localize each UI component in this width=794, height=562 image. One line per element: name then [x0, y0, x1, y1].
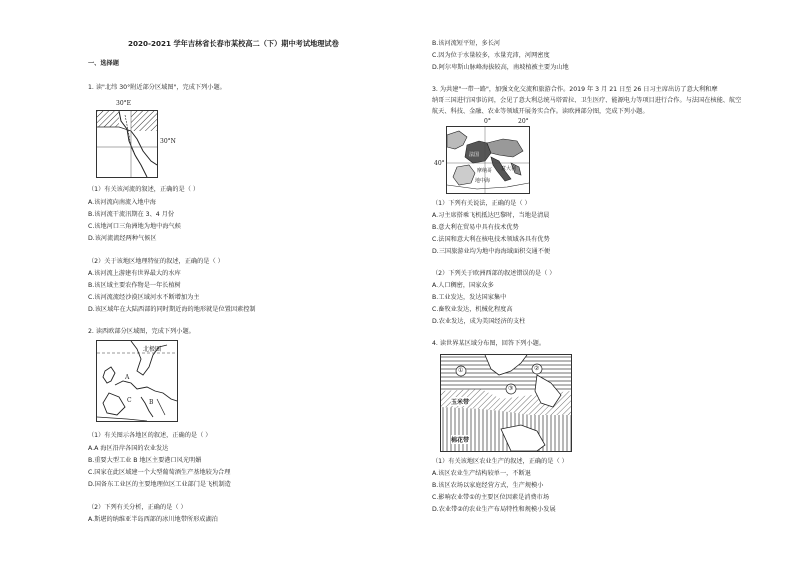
map2-figure	[96, 340, 178, 422]
q4-stem: 4. 读世界某区域分布图，回答下列小题。	[432, 340, 546, 347]
q1-sub2-option-c: C.该河流流经沙漠区域河水不断增加为主	[88, 294, 200, 301]
q3-sub1-option-b: B.意大利在贸易中具有技术优势	[432, 224, 519, 231]
q1-sub1-option-b: B.该河流干流汛期在 3、4 月份	[88, 211, 175, 218]
map4-label-cotton-belt: 棉花带	[451, 437, 470, 444]
q4-sub1-option-b: B.该区农场以家庭经营方式，生产规模小	[432, 482, 544, 489]
top-option-c: C.因为位于水量较多，水量充沛，河网密度	[432, 52, 550, 59]
q2-sub1-option-a: A.A 海区沿岸各国的农业发达	[88, 445, 169, 452]
q1-sub1-option-a: A.该河流向南流入地中海	[88, 199, 156, 206]
map3-lat-40: 40°	[434, 160, 445, 167]
map3-lon-20: 20°	[518, 118, 529, 125]
q1-sub1-option-c: C.该地河口三角洲地为地中海气候	[88, 223, 181, 230]
q1-sub2-option-a: A.该河流上游建有世界最大的水库	[88, 270, 181, 277]
map3-label-monaco: 摩纳哥	[477, 168, 493, 174]
map3-label-mediterranean: 地中海	[475, 178, 491, 184]
q3-sub1-option-c: C.法国和意大利在核电技术领域各具有优势	[432, 236, 550, 243]
map3-figure	[446, 126, 530, 194]
q3-sub2-stem: （2）下列关于欧洲西部的叙述错误的是（ ）	[432, 270, 556, 277]
q4-sub1-option-d: D.农业带②的农业生产布局特性和规模小发展	[432, 506, 556, 513]
map1-lon-label: 30°E	[116, 100, 132, 107]
map1-figure	[96, 110, 158, 178]
q1-sub2-option-b: B.该区域主要农作物是一年长植树	[88, 282, 181, 289]
q2-sub1-option-d: D.国备东工业区的主要地理位区工业部门是飞机制造	[88, 481, 231, 488]
q3-sub2-option-c: C.畜牧业发达，机械化程度高	[432, 306, 513, 313]
q1-sub2-stem: （2）关于该地区地理特征的叙述，正确的是（ ）	[88, 258, 224, 265]
q3-stem-line-2: 纳哥三国进行国事访问，会见了意大利总统马塔雷拉、卫生医疗、能源电力等项目进行合作。与法国在核能、航空	[432, 97, 742, 104]
q1-sub2-option-d: D.该区域年在大陆西部的同时期近海的地形就是位置因素控制	[88, 306, 256, 313]
q2-sub1-option-c: C.国家在此区域建一个大型葡萄酒生产基地较为合理	[88, 469, 231, 476]
map4-label-2: ②	[534, 365, 540, 372]
q4-sub1-option-a: A.该区农业生产结构较单一，不断退	[432, 470, 531, 477]
map1-drawing	[97, 111, 157, 177]
q4-sub1-stem: （1）有关该地区农业生产的叙述，正确的是（ ）	[432, 458, 568, 465]
q3-sub1-stem: （1）下列有关说法，正确的是（ ）	[432, 200, 531, 207]
q2-sub2-option-a: A.斯堪的纳维亚半岛西部的冰川地带所形成湖泊	[88, 516, 218, 523]
q1-stem: 1. 读"北纬 30°附近部分区域图"，完成下列小题。	[88, 84, 226, 91]
map3-label-italy: 意大利	[501, 166, 517, 172]
q1-sub1-option-d: D.该河流流经两种气候区	[88, 235, 157, 242]
q4-sub1-option-c: C.影响农业带①的主要区位因素是消费市场	[432, 494, 550, 501]
map4-figure	[440, 354, 572, 452]
map4-label-corn-belt: 玉米带	[451, 399, 470, 406]
top-option-d: D.阿尔卑斯山脉峰海拔较高，南坡植被主要为山地	[432, 64, 569, 71]
map3-label-france: 法国	[469, 152, 480, 158]
map2-label-b: B	[149, 399, 154, 406]
map2-arctic-circle-label: 北极圈	[143, 346, 162, 353]
q2-sub2-stem: （2）下列有关分析，正确的是（ ）	[88, 504, 187, 511]
q3-stem-line-3: 航天、科技、金融、农业等领域开展务实合作。读欧洲部分图，完成下列小题。	[432, 108, 649, 115]
map2-label-c: C	[127, 397, 132, 404]
q1-sub1-stem: （1）有关该河流的叙述，正确的是（ ）	[88, 186, 200, 193]
q3-sub2-option-d: D.农业发达，成为美国经济的支柱	[432, 318, 526, 325]
q3-sub2-option-a: A.人口稠密，国家众多	[432, 282, 494, 289]
map2-label-a: A	[125, 374, 130, 381]
exam-title: 2020-2021 学年吉林省长春市某校高二（下）期中考试地理试卷	[128, 39, 339, 48]
section-heading: 一、选择题	[88, 60, 119, 67]
q2-stem: 2. 读西欧部分区域图，完成下列小题。	[88, 328, 195, 335]
map1-lat-label: 30°N	[160, 138, 176, 145]
q3-sub1-option-d: D.三国旅游业均为地中海海域面积交通不便	[432, 248, 551, 255]
q3-sub2-option-b: B.工业发达，发达国家集中	[432, 294, 507, 301]
top-option-b: B.该河流短平短，多长河	[432, 40, 501, 47]
map2-drawing	[97, 341, 177, 421]
q2-sub1-stem: （1）有关图示各地区的叙述，正确的是（ ）	[88, 432, 212, 439]
q2-sub1-option-b: B.重要大型工业 B 地区主要港口风光明媚	[88, 457, 202, 464]
q3-stem-line-1: 3. 为共建"一带一路"，加强文化交流和旅游合作。2019 年 3 月 21 日至 26 日习主席出访了意大利和摩	[432, 86, 718, 93]
map3-lon-0: 0°	[484, 118, 491, 125]
q3-sub1-option-a: A.习主席搭乘飞机抵达巴黎时，当地是清晨	[432, 212, 550, 219]
map4-label-1: ①	[458, 367, 464, 374]
map4-label-3: ③	[508, 385, 514, 392]
